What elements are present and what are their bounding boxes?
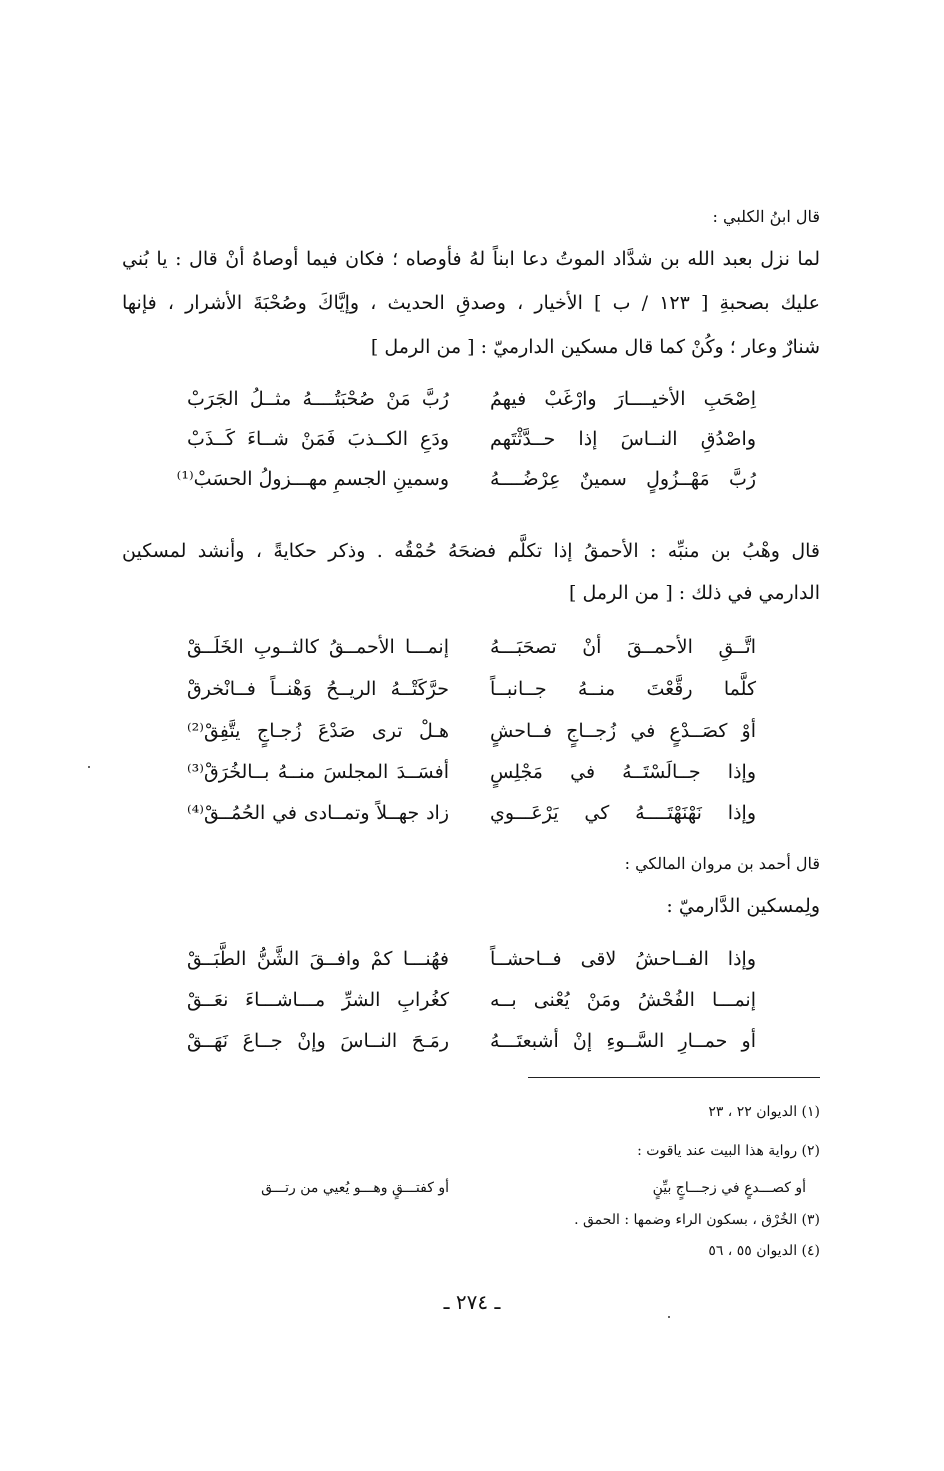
poem-verse bbox=[0, 424, 944, 454]
verse-second-hemistich: رُبَّ مَنْ صُحْبَتُــــهُ مثــلُ الجَرَبْ bbox=[187, 388, 449, 410]
verse-first-hemistich: وإذا نَهْنَهْتَــــهُ كي يَرْعَـــوي bbox=[490, 802, 756, 824]
verse-first-hemistich: وإذا الفــاحشُ لاقى فــاحشــاً bbox=[490, 948, 756, 970]
footnote-verse-second: أو كفتـــقٍ وهـــو يُعيي من رتـــق bbox=[261, 1180, 449, 1196]
paragraph-line: شنارٌ وعار ؛ وكُنْ كما قال مسكين الدارميّ : [ من الرمل ] bbox=[370, 336, 820, 358]
verse-first-hemistich: اِصْحَبِ الأخيــــارَ وارْغَبْ فيهمُ bbox=[490, 388, 756, 410]
verse-second-hemistich: كغُرابِ الشرِّ مـــاشـــاءَ نعَــقْ bbox=[187, 989, 449, 1011]
heading-ahmad-marwan: قال أحمد بن مروان المالكي : bbox=[624, 854, 820, 873]
verse-second-hemistich: ودَعِ الكــذبَ فَمَنْ شــاءَ كَــذَبْ bbox=[187, 428, 449, 450]
poem-verse bbox=[0, 944, 944, 974]
footnote-2: (٢) رواية هذا البيت عند ياقوت : bbox=[637, 1143, 820, 1159]
paragraph-line: قال وهْبُ بن منبِّه : الأحمقُ إذا تكلَّم فضحَهُ حُمْقُه . وذكر حكايةً ، وأنشد لمسكين bbox=[122, 540, 820, 562]
poem-verse bbox=[0, 716, 944, 746]
verse-first-hemistich: رُبَّ مَهْــزُولٍ سمينٌ عِرْضُــــهُ bbox=[490, 468, 756, 490]
poem-verse bbox=[0, 464, 944, 494]
verse-second-hemistich: فهُنـــا كمْ وافــقَ الشَّنُّ الطَّبَــقْ bbox=[187, 948, 449, 970]
poem-verse bbox=[0, 798, 944, 828]
verse-second-hemistich: زاد جهــلاً وتمــادى في الحُمُــقْ⁽⁴⁾ bbox=[187, 802, 449, 824]
verse-second-hemistich: رمَـحَ النــاسَ وإنْ جــاعَ نَهَــقْ bbox=[187, 1030, 449, 1052]
poem-verse bbox=[0, 674, 944, 704]
verse-first-hemistich: اتَّــقِ الأحمــقَ أنْ تصحَبَـــهُ bbox=[490, 636, 756, 658]
poem-verse bbox=[0, 632, 944, 662]
verse-second-hemistich: أفسَــدَ المجلسَ منــهُ بــالخُرَقْ⁽³⁾ bbox=[187, 761, 449, 783]
paragraph-line: لما نزل بعبد الله بن شدَّاد الموتُ دعا ابناً لهُ فأوصاه ؛ فكان فيما أوصاهُ أنْ قال : يا بُني bbox=[122, 248, 820, 270]
paragraph-line: عليك بصحبةِ [ ١٢٣ / ب ] الأخيار ، وصدقِ الحديث ، وإيَّاكَ وصُحْبَةَ الأشرار ، فإنها bbox=[122, 292, 821, 314]
footnote-divider bbox=[528, 1077, 820, 1078]
footnote-1: (١) الديوان ٢٢ ، ٢٣ bbox=[708, 1104, 820, 1120]
verse-first-hemistich: وإذا جــالَسْتَــهُ في مَجْلِسٍ bbox=[490, 761, 756, 783]
poem-verse bbox=[0, 384, 944, 414]
verse-second-hemistich: حرَّكَتْــهُ الريــحُ وَهْنــاً فــانْخرقْ bbox=[187, 678, 449, 700]
verse-first-hemistich: إنمـــا الفُحْشُ ومَنْ يُعْنى بــه bbox=[490, 989, 756, 1011]
verse-first-hemistich: واصْدُقِ النــاسَ إذا حــدَّثْتَهم bbox=[490, 428, 756, 450]
poem-verse bbox=[0, 1026, 944, 1056]
paragraph-line: الدارمي في ذلك : [ من الرمل ] bbox=[569, 582, 820, 604]
verse-second-hemistich: هـلْ ترى صَدْعَ زُجـاجٍ يتَّفِقْ⁽²⁾ bbox=[187, 720, 449, 742]
scan-speck bbox=[88, 766, 90, 768]
verse-first-hemistich: كلَّما رقَّعْتَ منــهُ جــانبــاً bbox=[490, 678, 756, 700]
poem-verse bbox=[0, 985, 944, 1015]
scan-speck bbox=[668, 1316, 670, 1318]
footnote-verse-first: أو كصـــدعٍ في زجـــاجٍ بيِّنٍ bbox=[652, 1180, 806, 1196]
verse-second-hemistich: وسمينِ الجسمِ مهـــزولُ الحسَبْ⁽¹⁾ bbox=[176, 468, 449, 490]
heading-ibn-kalbi: قال ابنُ الكلبي : bbox=[712, 207, 820, 226]
verse-second-hemistich: إنمـــا الأحمــقُ كالثــوبِ الخَلَــقْ bbox=[187, 636, 449, 658]
footnote-4: (٤) الديوان ٥٥ ، ٥٦ bbox=[708, 1243, 820, 1259]
footnote-3: (٣) الخُرْق ، بسكون الراء وضمها : الحمق . bbox=[574, 1212, 820, 1228]
poem-verse bbox=[0, 757, 944, 787]
verse-first-hemistich: أو حمــارِ السَّــوءِ إنْ أشبعتَـــهُ bbox=[490, 1030, 756, 1052]
heading-miskin-darimi: ولِمسكين الدَّارميّ : bbox=[666, 895, 820, 917]
verse-first-hemistich: أوْ كصَــدْعٍ في زُجــاجٍ فــاحشٍ bbox=[490, 720, 756, 742]
page-number: ـ ٢٧٤ ـ bbox=[443, 1290, 501, 1314]
